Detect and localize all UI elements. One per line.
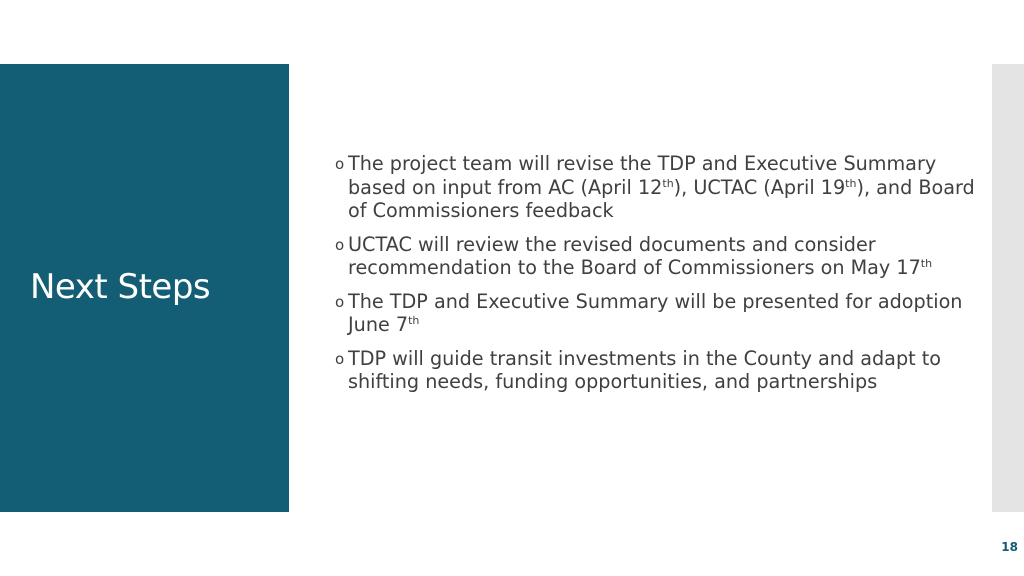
bullet-uctac-review xyxy=(335,233,975,280)
bullet-text: ), and Board of Commissioners feedback xyxy=(348,175,975,222)
bullet-tdp-guide xyxy=(335,347,975,394)
bullet-marker: o xyxy=(335,349,345,368)
bullet-text: UCTAC will review the revised documents and consider recommendation to the Board of Commissioners on May 17 xyxy=(348,232,921,279)
bullet-text: TDP will guide transit investments in the County and adapt to shifting needs, funding opportunities, and partnerships xyxy=(348,346,942,393)
bullet-marker: o xyxy=(335,292,345,311)
bullet-adoption xyxy=(335,290,975,337)
bullet-text: ), UCTAC (April 19 xyxy=(673,175,846,199)
bullet-revise-tdp xyxy=(335,152,975,223)
superscript: th xyxy=(662,176,674,190)
page-number: 18 xyxy=(1001,540,1018,554)
bullet-marker: o xyxy=(335,235,345,254)
bullet-marker: o xyxy=(335,155,345,173)
superscript: th xyxy=(845,176,857,190)
bullet-text: The project team will revise the TDP and Executive Summary based on input from AC (April 12 xyxy=(348,152,937,199)
side-accent-strip xyxy=(992,64,1024,512)
bullet-list xyxy=(335,152,975,404)
slide-title: Next Steps xyxy=(30,267,211,307)
superscript: th xyxy=(920,257,933,270)
bullet-text: The TDP and Executive Summary will be presented for adoption June 7 xyxy=(348,289,963,336)
superscript: th xyxy=(408,314,420,327)
